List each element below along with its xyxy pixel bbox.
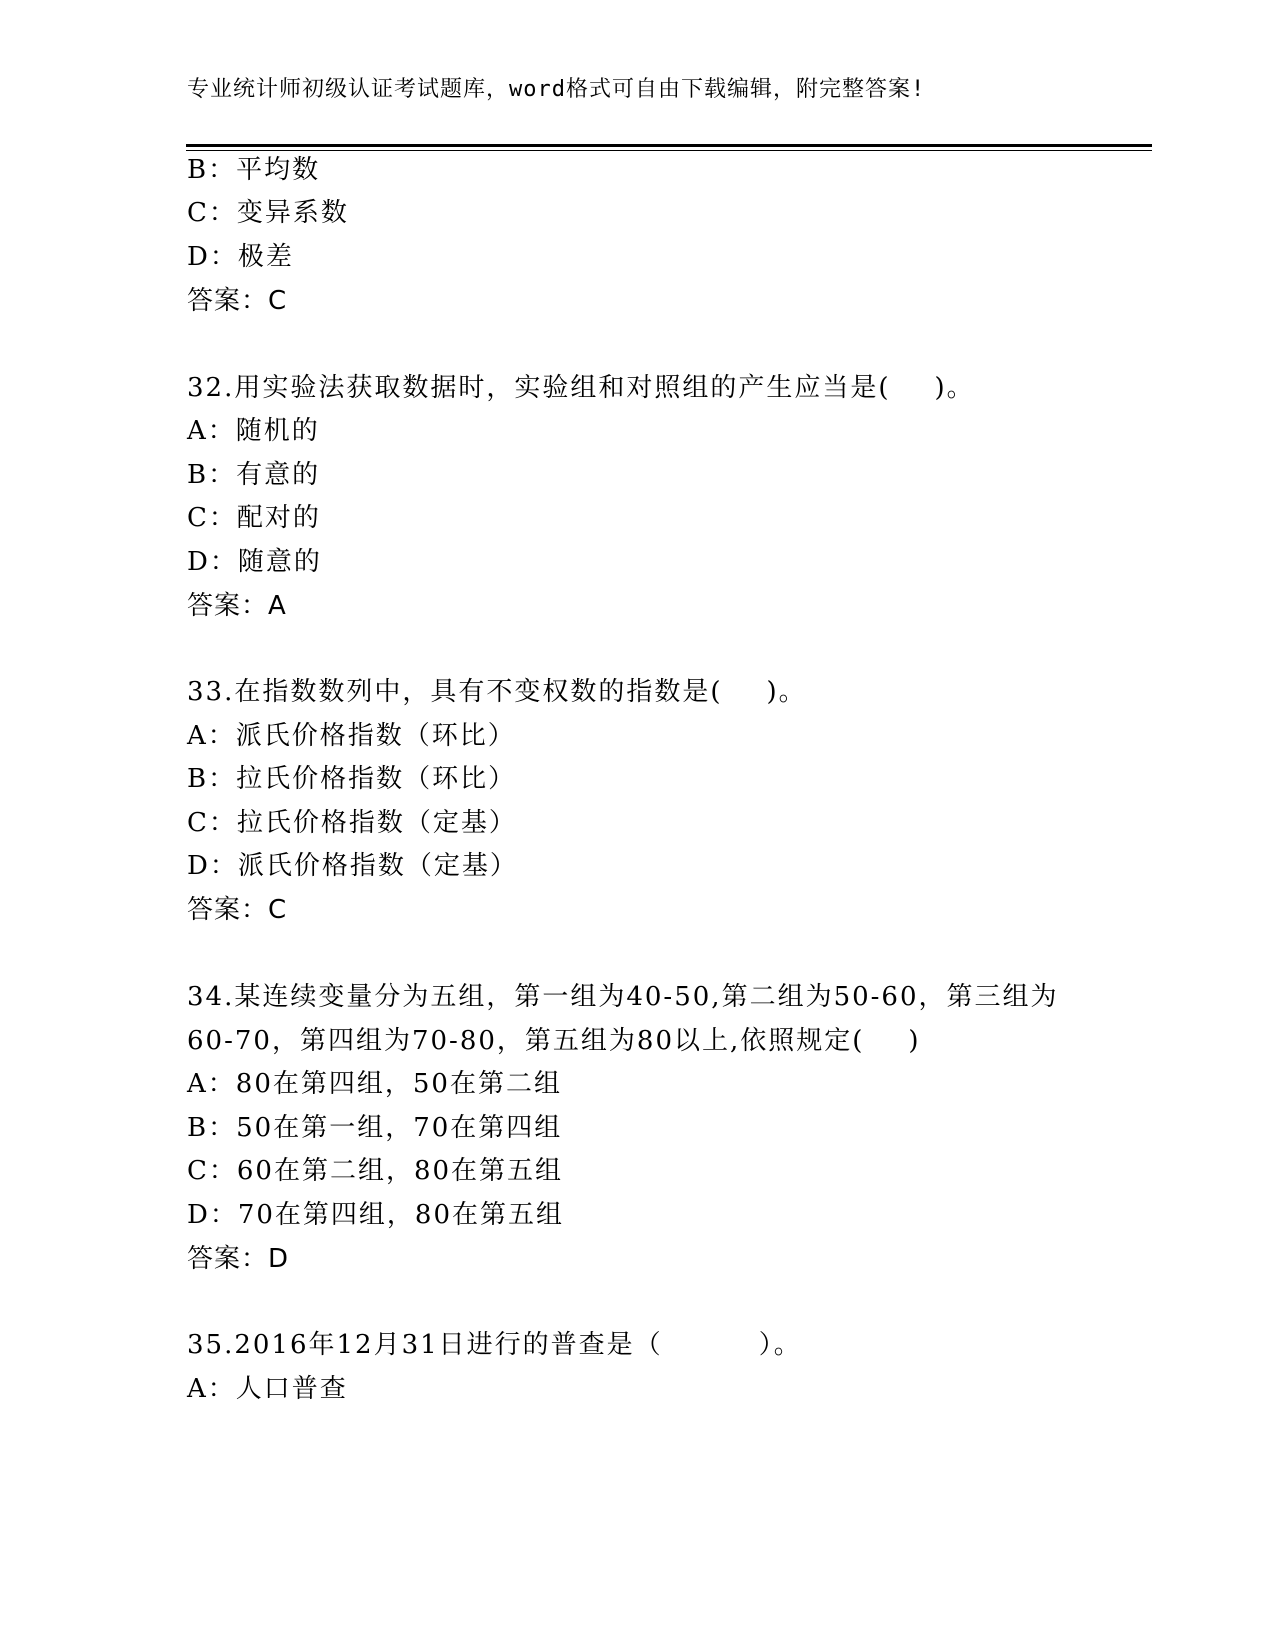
q32-option-a: A：随机的 [187,416,320,446]
q35-stem-end: ）。 [758,1330,802,1360]
q34-stem-line1: 34.某连续变量分为五组，第一组为40-50,第二组为50-60，第三组为 [187,982,1059,1012]
page-header: 专业统计师初级认证考试题库，word格式可自由下载编辑，附完整答案! [187,77,926,102]
q33-answer: 答案：C [187,895,288,925]
q32-option-d: D：随意的 [187,547,322,577]
q31-option-b: B：平均数 [187,155,321,185]
q32-stem-end: )。 [934,373,975,403]
q31-answer: 答案：C [187,286,288,316]
q35-option-a: A：人口普查 [187,1374,348,1404]
q33-option-a: A：派氏价格指数（环比） [187,721,516,751]
q31-option-c: C：变异系数 [187,198,349,228]
q31-option-d: D：极差 [187,242,294,272]
q34-stem-line2 [187,1025,921,1057]
q34-option-a: A：80在第四组，50在第二组 [187,1069,562,1099]
q33-option-b: B：拉氏价格指数（环比） [187,764,517,794]
header-rule-thick [186,144,1152,147]
q34-option-d: D：70在第四组，80在第五组 [187,1200,565,1230]
q33-stem-end: )。 [766,677,807,707]
q34-answer: 答案：D [187,1244,290,1274]
q34-option-b: B：50在第一组，70在第四组 [187,1113,563,1143]
header-rule-thin [186,150,1152,151]
q32-option-b: B：有意的 [187,460,321,490]
q33-stem [187,676,807,708]
q35-stem [187,1329,802,1361]
q32-stem-text: 32.用实验法获取数据时，实验组和对照组的产生应当是( [187,373,891,403]
q34-stem-end: ) [908,1026,921,1056]
q33-option-c: C：拉氏价格指数（定基） [187,808,517,838]
q32-stem [187,372,975,404]
q33-stem-text: 33.在指数数列中，具有不变权数的指数是( [187,677,723,707]
q35-stem-text: 35.2016年12月31日进行的普查是（ [187,1330,663,1360]
q34-stem-line2-text: 60-70，第四组为70-80，第五组为80以上,依照规定( [187,1026,865,1056]
q32-option-c: C：配对的 [187,503,321,533]
q33-option-d: D：派氏价格指数（定基） [187,851,518,881]
q32-answer: 答案：A [187,591,287,621]
q34-option-c: C：60在第二组，80在第五组 [187,1156,564,1186]
